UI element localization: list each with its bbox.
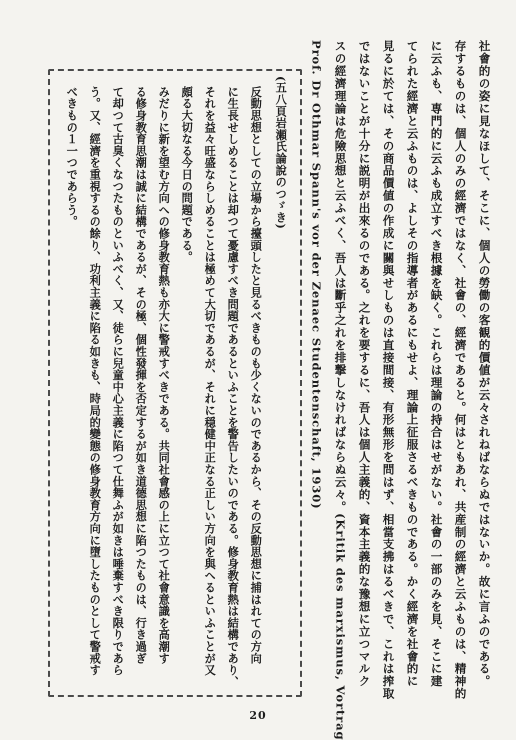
note-text-column: それを益々旺盛ならしめることは極めて大切であるが、それに穏健中正なる正しい方向を與へるといふことが又: [203, 86, 218, 676]
main-text-column: ではないことが十分に説明が出來るのである。之れを要するに、吾人は個人主義的、資本主義的な豫想に立つマルク: [357, 40, 372, 688]
main-text-column: Prof. Dr Othmar Spann's vor der Zenaec Studentenschaft, 1930): [309, 40, 324, 510]
note-text-column: に生長せしめることは却つて憂慮すべき問題であるといふことを警告したいのである。修身教育熱は結構であり、: [226, 86, 241, 688]
note-title: (五八頁岩瀬氏論說のつゞき): [274, 76, 289, 230]
main-text-column: 見るに於ては、その商品價値の作成に關與せしものは直接間接、有形無形を問はず、相當支拂はるべきで、これは搾取: [381, 40, 396, 700]
note-text-column: う。又、經濟を重視するの餘り、功利主義に陷る如きも、時局的變態の修身教育方向に墮したものとして警戒す: [88, 86, 103, 676]
note-text-column: 頗る大切なる今日の問題である。: [180, 86, 195, 263]
page-number: 20: [249, 709, 267, 722]
note-text-column: る修身教育思潮は誠に結構であるが、その極、個性發揮を否定するが如き道德思想に陷つたものは、行き過ぎ: [134, 86, 149, 665]
note-text-column: みだりに新を望む方向への修身教育熱も亦大に警戒すべきである。共同社會感の上に立つて社會意識を高潮す: [157, 86, 172, 665]
note-text-column: べきもの１一つであらう。: [65, 86, 80, 228]
main-text-column: スの經濟理論は危險思想と云ふべく、吾人は斷乎之れを排撃しなければならぬ云々。(Kritik des marxismus, Vortrag: [333, 40, 348, 740]
main-text-column: に云ふも、専門的に云ふも成立すべき根據を缺く。これらは理論の持合はせがない。社會の一部のみを見、そこに建: [429, 40, 444, 688]
main-text-column: 社會的の姿に見なほして、そこに、個人の勞働の客観的價値が云々されねばならぬではないか。故に言ふのである。: [477, 40, 492, 688]
note-text-column: 反動思想としての立場から擡頭したと見るべきものも少くないのであるから、その反動思想に捕はれての方向: [249, 86, 264, 665]
note-box-border: [48, 69, 302, 697]
main-text-column: てられた經濟と云ふものは、よしその指導者があるにもせよ、理論上征服さるべきものである。かく經濟を社會的に: [405, 40, 420, 688]
note-text-column: て却つて古臭くなつたものといふべく、又、徒らに兒童中心主義に陷つて仕舞ふが如きは唾棄すべき限りであら: [111, 86, 126, 676]
main-text-column: 存するものは、個人のみの經濟ではなく、社會の、經濟であると。何はともあれ、共産制の經濟と云ふものは、精神的: [453, 40, 468, 700]
